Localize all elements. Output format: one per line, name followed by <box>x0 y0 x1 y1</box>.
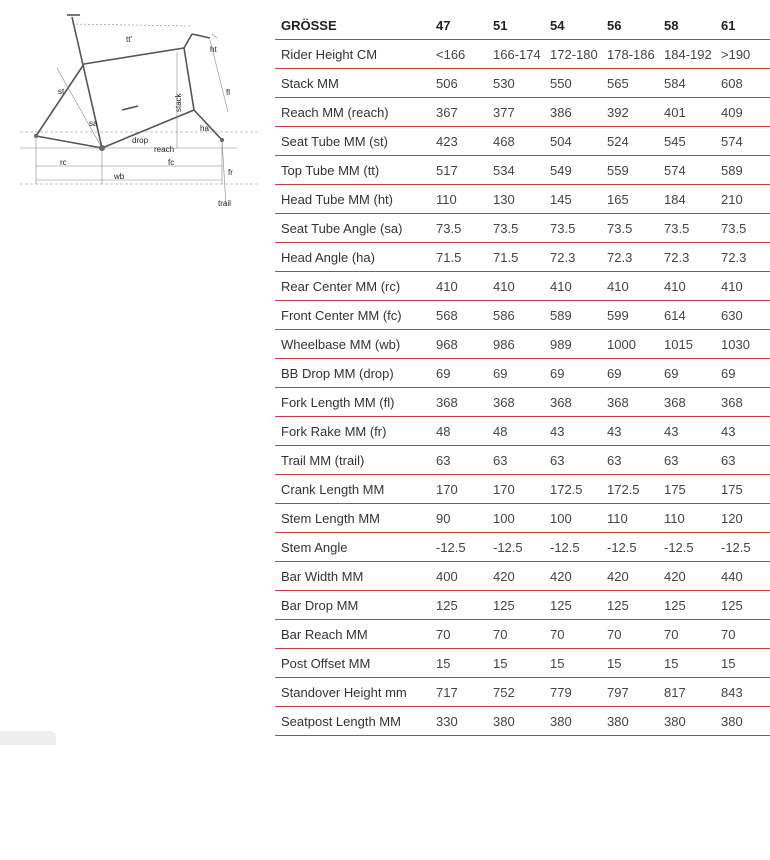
row-label: Seat Tube MM (st) <box>275 127 430 156</box>
table-cell: 69 <box>658 359 715 388</box>
label-ha: ha <box>200 124 209 133</box>
row-label: Seatpost Length MM <box>275 707 430 736</box>
table-row <box>275 272 770 301</box>
table-cell: 530 <box>487 69 544 98</box>
table-cell: 410 <box>658 272 715 301</box>
table-cell: 368 <box>715 388 770 417</box>
row-label: Rear Center MM (rc) <box>275 272 430 301</box>
table-cell: 125 <box>544 591 601 620</box>
row-label: Wheelbase MM (wb) <box>275 330 430 359</box>
row-label: Seat Tube Angle (sa) <box>275 214 430 243</box>
table-cell: 400 <box>430 562 487 591</box>
table-cell: 63 <box>487 446 544 475</box>
table-cell: 73.5 <box>487 214 544 243</box>
table-row <box>275 533 770 562</box>
table-cell: 172-180 <box>544 40 601 69</box>
table-cell: 559 <box>601 156 658 185</box>
row-label: Fork Rake MM (fr) <box>275 417 430 446</box>
table-cell: 210 <box>715 185 770 214</box>
table-row <box>275 620 770 649</box>
label-reach: reach <box>154 145 175 154</box>
size-header: 47 <box>430 11 487 40</box>
table-cell: 63 <box>601 446 658 475</box>
table-cell: 608 <box>715 69 770 98</box>
table-cell: 409 <box>715 98 770 127</box>
table-cell: 15 <box>601 649 658 678</box>
table-cell: 72.3 <box>715 243 770 272</box>
table-cell: 70 <box>487 620 544 649</box>
table-cell: 420 <box>601 562 658 591</box>
table-row <box>275 707 770 736</box>
table-cell: 550 <box>544 69 601 98</box>
table-cell: 63 <box>430 446 487 475</box>
label-sa: sa <box>89 119 98 128</box>
table-body <box>275 40 770 736</box>
table-cell: 63 <box>715 446 770 475</box>
table-cell: 72.3 <box>658 243 715 272</box>
table-row <box>275 156 770 185</box>
table-cell: 380 <box>658 707 715 736</box>
table-cell: 100 <box>487 504 544 533</box>
row-label: Stem Length MM <box>275 504 430 533</box>
table-cell: 380 <box>715 707 770 736</box>
row-label: Reach MM (reach) <box>275 98 430 127</box>
table-cell: 545 <box>658 127 715 156</box>
label-ht: ht <box>210 45 217 54</box>
row-label: BB Drop MM (drop) <box>275 359 430 388</box>
table-cell: 72.3 <box>544 243 601 272</box>
table-cell: <166 <box>430 40 487 69</box>
table-cell: -12.5 <box>715 533 770 562</box>
row-label: Trail MM (trail) <box>275 446 430 475</box>
table-cell: 70 <box>601 620 658 649</box>
table-cell: 817 <box>658 678 715 707</box>
table-row <box>275 417 770 446</box>
row-label: Stem Angle <box>275 533 430 562</box>
table-cell: 166-174 <box>487 40 544 69</box>
row-label: Front Center MM (fc) <box>275 301 430 330</box>
table-cell: 614 <box>658 301 715 330</box>
table-cell: 170 <box>430 475 487 504</box>
table-cell: 380 <box>544 707 601 736</box>
table-cell: 15 <box>715 649 770 678</box>
table-cell: 368 <box>544 388 601 417</box>
table-cell: 410 <box>544 272 601 301</box>
table-cell: 549 <box>544 156 601 185</box>
table-cell: -12.5 <box>601 533 658 562</box>
row-label: Post Offset MM <box>275 649 430 678</box>
table-cell: 517 <box>430 156 487 185</box>
table-cell: 367 <box>430 98 487 127</box>
label-trail: trail <box>218 199 231 208</box>
dimension-lines <box>20 24 260 206</box>
table-cell: 70 <box>544 620 601 649</box>
table-row <box>275 127 770 156</box>
table-cell: 110 <box>601 504 658 533</box>
table-cell: 120 <box>715 504 770 533</box>
table-cell: 145 <box>544 185 601 214</box>
table-cell: 586 <box>487 301 544 330</box>
table-cell: 15 <box>487 649 544 678</box>
table-cell: 172.5 <box>544 475 601 504</box>
table-cell: 380 <box>601 707 658 736</box>
table-cell: 410 <box>487 272 544 301</box>
row-label: Fork Length MM (fl) <box>275 388 430 417</box>
table-header-row <box>275 11 770 40</box>
size-header: 51 <box>487 11 544 40</box>
label-drop: drop <box>132 136 149 145</box>
row-label: Stack MM <box>275 69 430 98</box>
table-cell: 630 <box>715 301 770 330</box>
table-cell: 420 <box>658 562 715 591</box>
table-row <box>275 562 770 591</box>
table-cell: 73.5 <box>715 214 770 243</box>
table-cell: -12.5 <box>487 533 544 562</box>
table-cell: 589 <box>715 156 770 185</box>
table-row <box>275 359 770 388</box>
table-cell: 574 <box>658 156 715 185</box>
table-cell: 584 <box>658 69 715 98</box>
table-cell: 401 <box>658 98 715 127</box>
table-cell: 70 <box>430 620 487 649</box>
frame-geometry-diagram <box>12 12 262 212</box>
table-cell: 797 <box>601 678 658 707</box>
label-fr: fr <box>228 168 233 177</box>
table-cell: 43 <box>658 417 715 446</box>
table-cell: 1015 <box>658 330 715 359</box>
table-row <box>275 214 770 243</box>
size-header: 56 <box>601 11 658 40</box>
table-cell: 986 <box>487 330 544 359</box>
table-cell: 125 <box>715 591 770 620</box>
table-cell: 843 <box>715 678 770 707</box>
table-cell: 73.5 <box>658 214 715 243</box>
table-cell: 368 <box>601 388 658 417</box>
table-cell: 73.5 <box>601 214 658 243</box>
table-row <box>275 678 770 707</box>
row-label: Standover Height mm <box>275 678 430 707</box>
table-cell: 779 <box>544 678 601 707</box>
table-row <box>275 40 770 69</box>
table-cell: 178-186 <box>601 40 658 69</box>
size-header: 61 <box>715 11 770 40</box>
row-label: Top Tube MM (tt) <box>275 156 430 185</box>
table-cell: 63 <box>544 446 601 475</box>
table-cell: 468 <box>487 127 544 156</box>
size-header-label: GRÖSSE <box>275 11 430 40</box>
table-row <box>275 98 770 127</box>
table-cell: 43 <box>601 417 658 446</box>
table-row <box>275 69 770 98</box>
table-cell: 15 <box>658 649 715 678</box>
table-cell: 184 <box>658 185 715 214</box>
row-label: Bar Drop MM <box>275 591 430 620</box>
table-cell: 968 <box>430 330 487 359</box>
table-cell: 423 <box>430 127 487 156</box>
row-label: Bar Reach MM <box>275 620 430 649</box>
table-cell: 565 <box>601 69 658 98</box>
size-header: 54 <box>544 11 601 40</box>
table-row <box>275 301 770 330</box>
table-cell: 125 <box>430 591 487 620</box>
table-row <box>275 504 770 533</box>
table-row <box>275 649 770 678</box>
table-cell: 71.5 <box>487 243 544 272</box>
table-cell: 165 <box>601 185 658 214</box>
table-cell: 392 <box>601 98 658 127</box>
table-cell: 599 <box>601 301 658 330</box>
table-cell: 110 <box>430 185 487 214</box>
row-label: Rider Height CM <box>275 40 430 69</box>
table-cell: >190 <box>715 40 770 69</box>
table-cell: 110 <box>658 504 715 533</box>
table-row <box>275 446 770 475</box>
label-fc: fc <box>168 158 175 167</box>
table-cell: 1000 <box>601 330 658 359</box>
table-cell: -12.5 <box>658 533 715 562</box>
table-row <box>275 388 770 417</box>
label-stack: stack <box>174 93 183 112</box>
table-cell: 175 <box>658 475 715 504</box>
table-cell: -12.5 <box>544 533 601 562</box>
table-cell: 1030 <box>715 330 770 359</box>
table-cell: 410 <box>601 272 658 301</box>
size-header: 58 <box>658 11 715 40</box>
label-rc: rc <box>60 158 67 167</box>
table-cell: 69 <box>544 359 601 388</box>
label-st: st <box>58 87 65 96</box>
table-row <box>275 185 770 214</box>
table-cell: 568 <box>430 301 487 330</box>
table-cell: 377 <box>487 98 544 127</box>
table-cell: 72.3 <box>601 243 658 272</box>
table-cell: 15 <box>430 649 487 678</box>
label-fl: fl <box>226 88 230 97</box>
table-cell: 380 <box>487 707 544 736</box>
geometry-table <box>275 11 770 736</box>
table-cell: 69 <box>601 359 658 388</box>
table-cell: 989 <box>544 330 601 359</box>
table-cell: 70 <box>715 620 770 649</box>
table-cell: 386 <box>544 98 601 127</box>
table-cell: -12.5 <box>430 533 487 562</box>
table-row <box>275 330 770 359</box>
table-cell: 717 <box>430 678 487 707</box>
row-label: Head Tube MM (ht) <box>275 185 430 214</box>
table-cell: 368 <box>487 388 544 417</box>
collapsed-tab <box>0 731 56 745</box>
table-cell: 70 <box>658 620 715 649</box>
row-label: Crank Length MM <box>275 475 430 504</box>
table-cell: 534 <box>487 156 544 185</box>
table-cell: 752 <box>487 678 544 707</box>
table-cell: 48 <box>487 417 544 446</box>
table-cell: 184-192 <box>658 40 715 69</box>
table-cell: 440 <box>715 562 770 591</box>
table-cell: 73.5 <box>430 214 487 243</box>
table-cell: 69 <box>487 359 544 388</box>
label-tt: tt' <box>126 35 132 44</box>
table-cell: 410 <box>430 272 487 301</box>
table-row <box>275 591 770 620</box>
table-cell: 125 <box>487 591 544 620</box>
table-cell: 420 <box>544 562 601 591</box>
table-cell: 368 <box>430 388 487 417</box>
table-cell: 43 <box>544 417 601 446</box>
table-cell: 69 <box>715 359 770 388</box>
table-cell: 125 <box>601 591 658 620</box>
table-cell: 410 <box>715 272 770 301</box>
table-cell: 368 <box>658 388 715 417</box>
table-cell: 48 <box>430 417 487 446</box>
table-cell: 73.5 <box>544 214 601 243</box>
table-cell: 63 <box>658 446 715 475</box>
table-cell: 172.5 <box>601 475 658 504</box>
table-row <box>275 243 770 272</box>
table-cell: 71.5 <box>430 243 487 272</box>
table-cell: 69 <box>430 359 487 388</box>
table-cell: 90 <box>430 504 487 533</box>
table-cell: 506 <box>430 69 487 98</box>
table-row <box>275 475 770 504</box>
table-cell: 125 <box>658 591 715 620</box>
row-label: Bar Width MM <box>275 562 430 591</box>
table-cell: 330 <box>430 707 487 736</box>
table-cell: 420 <box>487 562 544 591</box>
table-cell: 524 <box>601 127 658 156</box>
table-cell: 170 <box>487 475 544 504</box>
label-wb: wb <box>114 172 125 181</box>
table-cell: 574 <box>715 127 770 156</box>
table-cell: 175 <box>715 475 770 504</box>
table-cell: 130 <box>487 185 544 214</box>
table-cell: 100 <box>544 504 601 533</box>
table-cell: 15 <box>544 649 601 678</box>
table-cell: 589 <box>544 301 601 330</box>
table-cell: 504 <box>544 127 601 156</box>
table-cell: 43 <box>715 417 770 446</box>
row-label: Head Angle (ha) <box>275 243 430 272</box>
